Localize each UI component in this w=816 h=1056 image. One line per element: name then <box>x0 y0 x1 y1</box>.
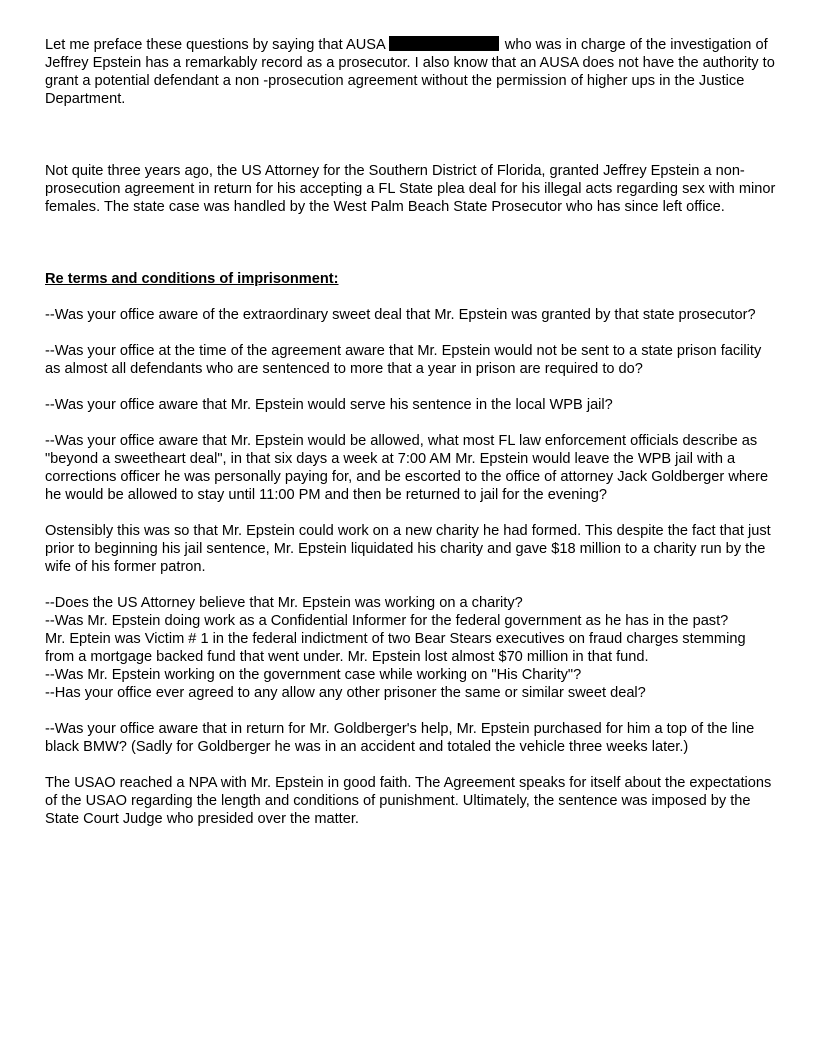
ostensibly-paragraph: Ostensibly this was so that Mr. Epstein could work on a new charity he had formed. This despite the fact that just prior to beginning his jail sentence, Mr. Epstein liquidated his charity and gave $18 million to a charity run by the wife of his former patron. <box>45 523 771 575</box>
block-line-5: --Has your office ever agreed to any allow any other prisoner the same or similar sweet deal? <box>45 685 646 701</box>
intro-paragraph <box>45 36 777 108</box>
redaction-block <box>389 36 499 51</box>
block-line-2: --Was Mr. Epstein doing work as a Confidential Informer for the federal government as he has in the past? <box>45 613 729 629</box>
intro-text-part1: Let me preface these questions by saying that AUSA <box>45 37 386 53</box>
intro-text-part2: who was in charge of the investigation of Jeffrey Epstein has a remarkably record as a prosecutor. I also know that an AUSA does not have the authority to grant a potential defendant a non -prosecution agreement without the permission of higher ups in the Justice Department. <box>45 37 775 107</box>
block-line-4: --Was Mr. Epstein working on the government case while working on "His Charity"? <box>45 667 582 683</box>
block-line-1: --Does the US Attorney believe that Mr. Epstein was working on a charity? <box>45 595 523 611</box>
document-page <box>45 36 777 828</box>
block-line-3: Mr. Eptein was Victim # 1 in the federal indictment of two Bear Stears executives on fraud charges stemming from a mortgage backed fund that went under. Mr. Epstein lost almost $70 million in that fund. <box>45 631 746 665</box>
question-block <box>45 594 777 702</box>
question-1: --Was your office aware of the extraordinary sweet deal that Mr. Epstein was granted by that state prosecutor? <box>45 307 756 323</box>
question-3: --Was your office aware that Mr. Epstein would serve his sentence in the local WPB jail? <box>45 397 613 413</box>
usao-response: The USAO reached a NPA with Mr. Epstein in good faith. The Agreement speaks for itself about the expectations of the USAO regarding the length and conditions of punishment. Ultimately, the sentence was imposed by the State Court Judge who presided over the matter. <box>45 775 772 827</box>
section-heading: Re terms and conditions of imprisonment: <box>45 271 339 287</box>
question-2: --Was your office at the time of the agreement aware that Mr. Epstein would not be sent to a state prison facility as almost all defendants who are sentenced to more that a year in prison are required to do? <box>45 343 762 377</box>
background-paragraph: Not quite three years ago, the US Attorney for the Southern District of Florida, granted Jeffrey Epstein a non-prosecution agreement in return for his accepting a FL State plea deal for his illegal acts regarding sex with minor females. The state case was handled by the West Palm Beach State Prosecutor who has since left office. <box>45 163 776 215</box>
question-4: --Was your office aware that Mr. Epstein would be allowed, what most FL law enforcement officials describe as "beyond a sweetheart deal", in that six days a week at 7:00 AM Mr. Epstein would leave the WPB jail with a corrections officer he was personally paying for, and be escorted to the office of attorney Jack Goldberger where he would be allowed to stay until 11:00 PM and then be returned to jail for the evening? <box>45 433 769 503</box>
question-5: --Was your office aware that in return for Mr. Goldberger's help, Mr. Epstein purchased for him a top of the line black BMW? (Sadly for Goldberger he was in an accident and totaled the vehicle three weeks later.) <box>45 721 755 755</box>
